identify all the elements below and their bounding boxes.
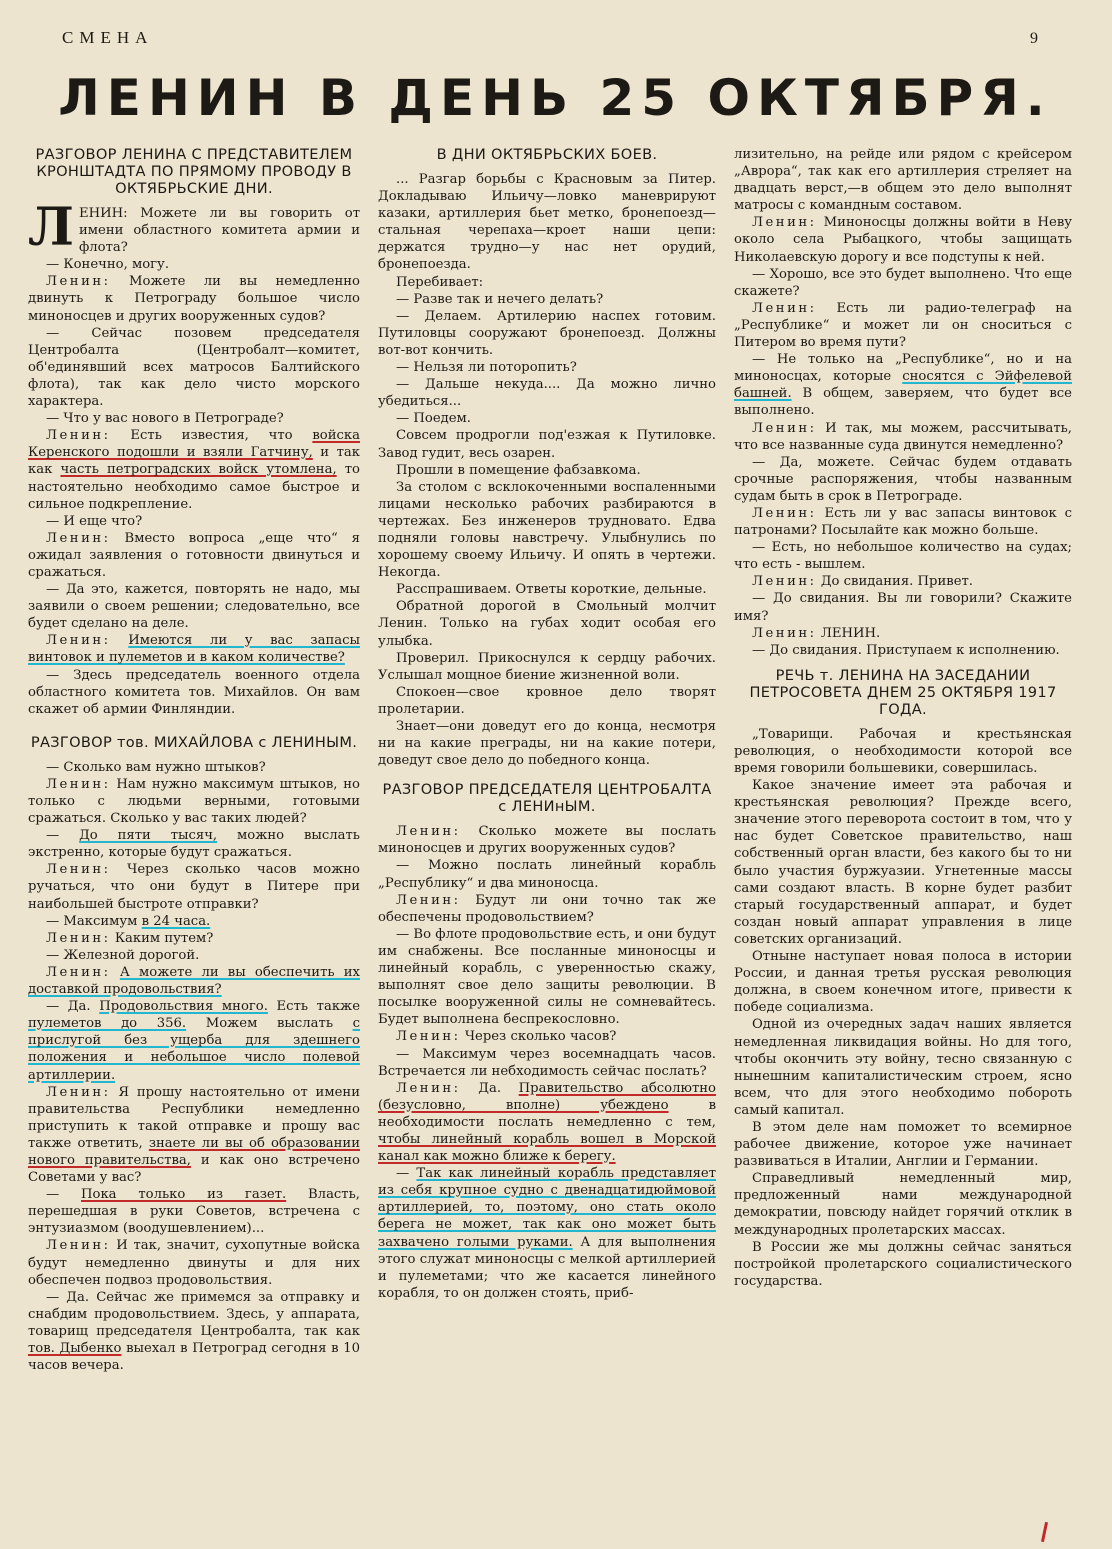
paragraph (378, 823, 716, 857)
paragraph (734, 625, 1072, 642)
paragraph: — Да это, кажется, повторять не надо, мы заявили о своем решении; следовательно, все будет сделано на деле. (28, 582, 360, 632)
underlined-text-red: чтобы линейный корабль вошел в Морской канал как можно ближе к берегу. (378, 1131, 716, 1165)
paragraph: — Что у вас нового в Петрограде? (46, 411, 284, 427)
text: И так, мы можем, рассчитывать, что все названные суда двинутся немедленно? (734, 420, 1072, 453)
speaker: Ленин: (46, 964, 111, 980)
speaker: Ленин: (752, 300, 817, 316)
section-heading-october-days: В ДНИ ОКТЯБРЬСКИХ БОЕВ. (436, 146, 658, 163)
paragraph (378, 892, 716, 926)
underlined-text-cyan: сносятся с Эйфелевой башней. (734, 369, 1072, 402)
text: — Да. (46, 999, 100, 1015)
text: и как оно встречено Советами у вас? (28, 1152, 360, 1186)
speaker: Ленин: (396, 892, 461, 908)
text: Через сколько часов можно ручаться, что они будут в Питере при наибольшей быстроте отправки? (28, 862, 360, 912)
paragraph (28, 776, 360, 827)
column-2 (378, 146, 716, 1538)
paragraph: — До свидания. Приступаем к исполнению. (752, 642, 1060, 658)
paragraph: — Сейчас позовем председателя Центробалта (Центробалт—комитет, об'единявший всех матросов Балтийского флота), так как дело чисто морского характера. (28, 325, 360, 410)
paragraph: Совсем продрогли под'езжая к Путиловке. Завод гудит, весь озарен. (378, 428, 716, 461)
paragraph (28, 273, 360, 324)
paragraph: — Максимум через восемнадцать часов. Встречается ли небходимость сейчас послать? (378, 1046, 716, 1079)
paragraph: Отныне наступает новая полоса в истории России, и данная третья русская революция должна, в своем конечном итоге, привести к победе социализма. (734, 949, 1072, 1016)
paragraph (734, 505, 1072, 539)
text: Да. (460, 1080, 519, 1096)
text: Можем выслать (186, 1016, 353, 1032)
underlined-text-red: Пока только из газет. (81, 1187, 287, 1203)
paragraph (734, 420, 1072, 454)
text: в необходимости послать немедленно с тем, (378, 1097, 716, 1130)
text: выехал в Петроград сегодня в 10 часов вечера. (28, 1341, 360, 1374)
speaker: Ленин: (46, 274, 111, 290)
text: — Да. Сейчас же примемся за отправку и снабдим продовольствием. Здесь, у аппарата, товарищ председателя Центробалта, так как (28, 1289, 360, 1339)
paragraph: Расспрашиваем. Ответы короткие, дельные. (396, 582, 707, 598)
underlined-text-cyan: Имеются ли у вас запасы винтовок и пулеметов и в каком количестве? (28, 633, 360, 666)
paragraph: Прошли в помещение фабзавкома. (396, 462, 641, 478)
text: Есть ли у вас запасы винтовок с патронами? Посылайте как можно больше. (734, 505, 1072, 539)
speaker: Ленин: (46, 530, 111, 546)
paragraph: — Хорошо, все это будет выполнено. Что еще скажете? (734, 266, 1072, 299)
underlined-text-cyan: Так как линейный корабль представляет из себя крупное судно с двенадцатидюймовой артиллерией, то, поэтому, оно стать около берега не может, так как оно может быть захвачено голыми руками. (378, 1166, 716, 1250)
paragraph: За столом с всклокоченными воспаленными лицами несколько рабочих разбираются в чертежах. Без инженеров трудновато. Едва подняли головы навстречу. Улыбнулись по хорошему своему Ильичу. И опять в чертежи. Некогда. (378, 479, 716, 581)
underlined-text-cyan: До пяти тысяч, (79, 828, 218, 844)
column-1 (28, 146, 360, 1538)
speaker: Ленин: (46, 633, 111, 649)
paragraph: Знает—они доведут его до конца, несмотря ни на какие преграды, ни на какие потери, доведут свое дело до победного конца. (378, 719, 716, 769)
paragraph (734, 573, 1072, 590)
section-heading-kronstadt: РАЗГОВОР ЛЕНИНА С ПРЕДСТАВИТЕЛЕМ КРОНШТАДТА ПО ПРЯМОМУ ПРОВОДУ В ОКТЯБРЬСКИЕ ДНИ. (35, 146, 353, 197)
paragraph: — Дальше некуда.... Да можно лично убедиться... (378, 377, 716, 410)
paragraph (28, 1084, 360, 1187)
speaker: Ленин: (396, 1080, 461, 1096)
paragraph: — Железной дорогой. (46, 947, 200, 963)
paragraph: — Сколько вам нужно штыков? (46, 759, 266, 775)
paragraph: В России же мы должны сейчас заняться постройкой пролетарского социалистического государства. (734, 1239, 1072, 1289)
underlined-text-red: часть петроградских войск утомлена, (60, 462, 337, 478)
text: Есть известия, что (110, 428, 313, 444)
drop-cap: Л (28, 197, 74, 258)
text: — (396, 1166, 417, 1182)
underlined-text-red: знаете ли вы об образовании нового правительства, (28, 1135, 360, 1168)
paragraph: — Конечно, могу. (46, 257, 170, 273)
paragraph: — Здесь председатель военного отдела областного комитета тов. Михайлов. Он вам скажет об армии Финляндии. (28, 667, 360, 717)
magazine-name: СМЕНА (62, 28, 154, 47)
paragraph (28, 427, 360, 512)
paragraph: — И еще что? (46, 513, 143, 529)
paragraph: — Разве так и нечего делать? (396, 291, 604, 307)
speaker: Ленин: (46, 428, 111, 444)
page-title: ЛЕНИН В ДЕНЬ 25 ОКТЯБРЯ. (58, 69, 1052, 127)
paragraph: — Есть, но небольшое количество на судах; что есть - вышлем. (734, 540, 1072, 573)
speaker: Ленин: (752, 574, 817, 590)
speaker: Ленин: (46, 1238, 111, 1254)
paragraph: „Товарищи. Рабочая и крестьянская революция, о необходимости которой все время говорили большевики, совершилась. (734, 726, 1072, 776)
text: Сколько можете вы послать миноносцев и других вооруженных судов? (378, 824, 716, 857)
page-number: 9 (1030, 30, 1038, 47)
text: Я прошу настоятельно от имени правительства Республики немедленно приступить к такой отправке и прошу вас также ответить, (28, 1084, 360, 1151)
text: то настоятельно необходимо самое быстрое и сильное подкрепление. (28, 462, 360, 512)
paragraph (28, 913, 360, 930)
text: — Не только на „Республике“, но и на миноносцах, которые (734, 352, 1072, 385)
paragraph: Обратной дорогой в Смольный молчит Ленин. Только на губах ходит особая его улыбка. (378, 599, 716, 649)
paragraph (734, 214, 1072, 265)
text: ЛЕНИН. (816, 625, 881, 641)
speaker: Ленин: (46, 930, 111, 946)
paragraph (378, 1165, 716, 1302)
speaker: Ленин: (752, 420, 817, 436)
paragraph: — Нельзя ли поторопить? (396, 360, 577, 376)
text: Власть, перешедшая в руки Советов, встречена с энтузиазмом (воодушевлением)... (28, 1187, 360, 1237)
underlined-text-cyan: пулеметов до 356. (28, 1016, 187, 1032)
speaker: Ленин: (46, 1084, 111, 1100)
paragraph (28, 197, 360, 258)
paragraph: — До свидания. Вы ли говорили? Скажите имя? (734, 591, 1072, 624)
section-heading-tsentrobalt: РАЗГОВОР ПРЕДСЕДАТЕЛЯ ЦЕНТРОБАЛТА с ЛЕНИнЫМ. (382, 781, 712, 816)
text (111, 633, 129, 648)
underlined-text-red: тов. Дыбенко (28, 1341, 122, 1356)
paragraph: ... Разгар борьбы с Красновым за Питер. Докладываю Ильичу—ловко маневрируют казаки, артиллерия бьет метко, бронепоезд—стальная черепаха—кроет наши цепи: держатся трудно—у нас нет орудий, бронепоезда. (378, 172, 716, 273)
text: В общем, заверяем, что будет все выполнено. (734, 386, 1072, 419)
underlined-text-red: Правительство абсолютно (безусловно, вполне) убеждено (378, 1080, 716, 1113)
paragraph: Одной из очередных задач наших является немедленная ликвидация войны. Но для того, чтобы окончить эту войну, тесно связанную с нынешним капиталистическим строем, ясно всем, что для этого необходимо побороть самый капитал. (734, 1017, 1072, 1118)
paragraph (28, 861, 360, 912)
paragraph (28, 998, 360, 1083)
paragraph (28, 930, 360, 947)
paragraph: Проверил. Прикоснулся к сердцу рабочих. Услышал мощное биение жизненной воли. (378, 650, 716, 683)
text: А для выполнения этого служат миноносцы с мелкой артиллерией и пулеметами; что же касается линейного корабля, то он должен стоять, приб- (378, 1234, 716, 1301)
text: Через сколько часов? (460, 1029, 617, 1045)
speaker: Ленин: (396, 824, 461, 840)
speaker: Ленин: (396, 1029, 461, 1045)
paragraph (734, 300, 1072, 351)
paragraph: — Поедем. (396, 411, 471, 427)
speaker: Ленин: (752, 625, 817, 641)
text: Есть также (267, 999, 360, 1015)
text: Миноносцы должны войти в Неву около села Рыбацкого, чтобы защищать Николаевскую дорогу и все подступы к ней. (734, 215, 1072, 265)
paragraph: Справедливый немедленный мир, предложенный нами международной демократии, повсюду найдет горячий отклик в международных пролетарских массах. (734, 1171, 1072, 1238)
text (111, 965, 120, 980)
paragraph: лизительно, на рейде или рядом с крейсером „Аврора“, так как его артиллерия стреляет на двадцать верст,—в общем это дело выполнят матросы с командным составом. (734, 147, 1072, 214)
text: можно выслать экстренно, которые будут сражаться. (28, 828, 360, 861)
underlined-text-cyan: в 24 часа. (141, 913, 211, 929)
text: — (46, 828, 80, 844)
speaker: Ленин: (46, 776, 111, 792)
paragraph (28, 1186, 360, 1237)
speaker: Ленин: (46, 862, 111, 878)
text: — (46, 1187, 81, 1203)
text: Будут ли они точно так же обеспечены продовольствием? (378, 892, 716, 925)
paragraph: Какое значение имеет эта рабочая и крестьянская революция? Прежде всего, значение этого переворота состоит в том, что у нас будет Советское правительство, наш собственный орган власти, без какого бы то ни было участия буржуазии. Угнетенные массы сами создают власть. В корне будет разбит старый государственный аппарат, и будет создан новый аппарат управления в лице советских организаций. (734, 778, 1072, 947)
paragraph (734, 351, 1072, 419)
text: И так, значит, сухопутные войска будут немедленно двинуты и для них обеспечен подвоз продовольствия. (28, 1238, 360, 1288)
paragraph (28, 1237, 360, 1288)
paragraph: — Да, можете. Сейчас будем отдавать срочные распоряжения, чтобы названным судам быть в срок в Петрограде. (734, 454, 1072, 504)
text: Каким путем? (110, 930, 214, 946)
text: — Максимум (46, 913, 142, 929)
paragraph: — Делаем. Артилерию наспех готовим. Путиловцы сооружают бронепоезд. Должны вот-вот кончить. (378, 308, 716, 358)
underlined-text-cyan: с прислугой без ущерба для здешнего положения и небольшое число полевой артиллерии. (28, 1016, 360, 1083)
underlined-text-cyan: А можете ли вы обеспечить их доставкой продовольствия? (28, 964, 360, 998)
paragraph (28, 1289, 360, 1374)
text: Нам нужно максимум штыков, но только с людьми верными, готовыми сражаться. Сколько у вас таких людей? (28, 776, 360, 827)
paragraph (378, 1080, 716, 1165)
text: ЕНИН: Можете ли вы говорить от имени областного комитета армии и флота? (78, 206, 360, 256)
speaker: Ленин: (752, 215, 817, 231)
paragraph (28, 964, 360, 998)
paragraph (28, 632, 360, 666)
paragraph: Спокоен—свое кровное дело творят пролетарии. (378, 684, 716, 717)
underlined-text-cyan: Продовольствия много. (99, 999, 268, 1015)
paragraph (28, 530, 360, 581)
paragraph: — Во флоте продовольствие есть, и они будут им снабжены. Все посланные миноносцы и линейный корабль, с уверенностью скажу, выполнят свое дело защиты революции. В посылке вооруженной силы не сомневайтесь. Будет выполнена беспрекословно. (378, 926, 716, 1028)
paragraph: В этом деле нам поможет то всемирное рабочее движение, которое уже начинает развиваться в Италии, Англии и Германии. (734, 1119, 1072, 1170)
section-heading-mikhailov: РАЗГОВОР тов. МИХАЙЛОВА с ЛЕНИНЫМ. (30, 733, 358, 751)
text: Можете ли вы немедленно двинуть к Петрограду большое число миноносцев и других вооруженных судов? (28, 274, 360, 324)
column-3 (734, 146, 1072, 1538)
text: До свидания. Привет. (816, 574, 973, 590)
text: и так как (28, 445, 360, 478)
text: Вместо вопроса „еще что“ я ожидал заявления о готовности двинуться и сражаться. (28, 530, 360, 580)
section-heading-lenin-speech: РЕЧЬ т. ЛЕНИНА НА ЗАСЕДАНИИ ПЕТРОСОВЕТА ДНЕМ 25 ОКТЯБРЯ 1917 ГОДА. (749, 666, 1057, 718)
text: Есть ли радио-телеграф на „Республике“ и может ли он сноситься с Питером во время пути? (734, 300, 1072, 351)
paragraph: Перебивает: (396, 274, 484, 290)
underlined-text-red: войска Керенского подошли и взяли Гатчину, (28, 428, 360, 461)
speaker: Ленин: (752, 505, 817, 521)
paragraph: — Можно послать линейный корабль „Республику“ и два миноносца. (378, 858, 716, 891)
paragraph (28, 827, 360, 861)
paragraph (378, 1028, 716, 1045)
